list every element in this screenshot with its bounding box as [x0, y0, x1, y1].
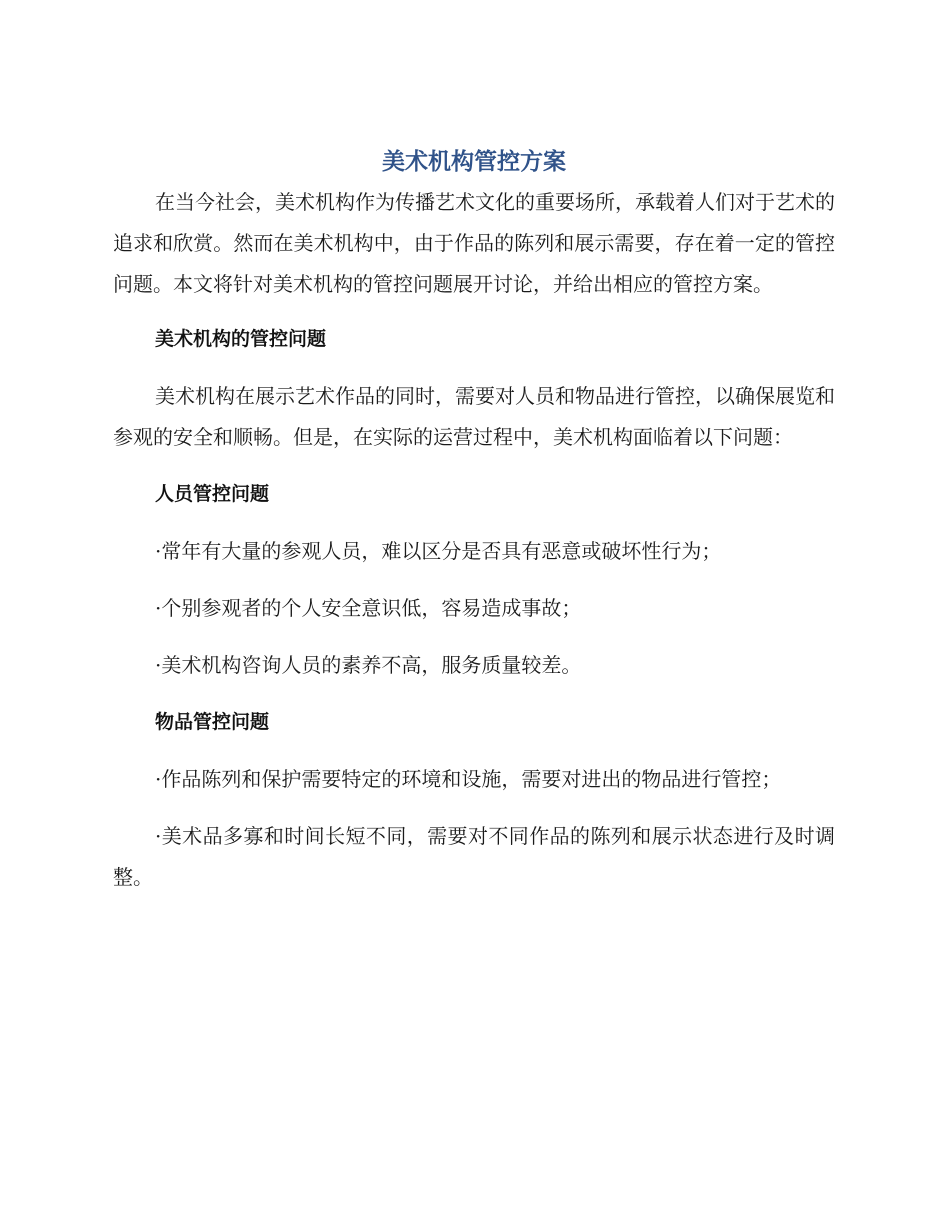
section-heading-management-issues: 美术机构的管控问题 — [155, 328, 327, 350]
list-item: ·美术机构咨询人员的素养不高，服务质量较差。 — [155, 653, 582, 677]
intro-paragraph: 在当今社会，美术机构作为传播艺术文化的重要场所，承载着人们对于艺术的追求和欣赏。然而在美术机构中，由于作品的陈列和展示需要，存在着一定的管控问题。本文将针对美术机构的管控问题展开讨论，并给出相应的管控方案。 — [113, 190, 835, 296]
document-title: 美术机构管控方案 — [382, 149, 566, 175]
list-item: ·作品陈列和保护需要特定的环境和设施，需要对进出的物品进行管控； — [155, 767, 782, 791]
list-item: ·美术品多寡和时间长短不同，需要对不同作品的陈列和展示状态进行及时调整。 — [113, 824, 835, 889]
section-paragraph-management-issues: 美术机构在展示艺术作品的同时，需要对人员和物品进行管控，以确保展览和参观的安全和顺畅。但是，在实际的运营过程中，美术机构面临着以下问题： — [113, 384, 835, 449]
list-item: ·个别参观者的个人安全意识低，容易造成事故； — [155, 596, 582, 620]
list-item: ·常年有大量的参观人员，难以区分是否具有恶意或破坏性行为； — [155, 539, 722, 563]
section-heading-personnel: 人员管控问题 — [155, 483, 270, 505]
section-heading-items: 物品管控问题 — [155, 711, 270, 733]
document-content — [113, 142, 835, 898]
